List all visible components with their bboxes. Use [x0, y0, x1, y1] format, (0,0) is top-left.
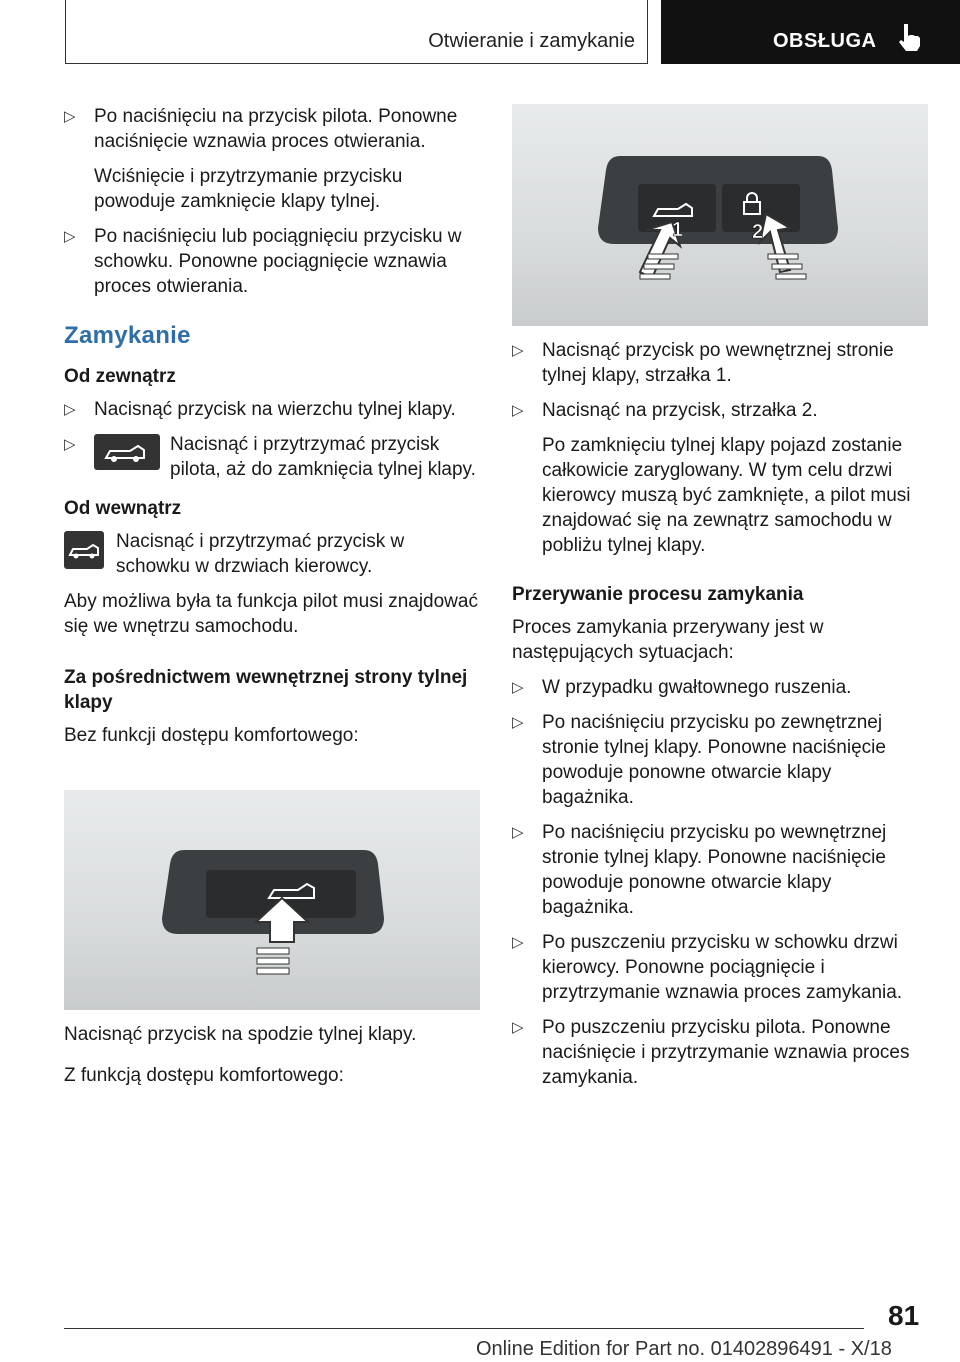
list-item-text: Nacisnąć i przytrzymać przycisk pilota, aż do zamknięcia tylnej klapy. — [170, 434, 476, 480]
edition-note: Online Edition for Part no. 01402896491 - X/18 — [476, 1338, 892, 1360]
subsection-heading: Za pośrednictwem wewnętrznej strony tylnej klapy — [64, 667, 468, 713]
interior-tailgate-button-icon — [64, 531, 104, 569]
list-item: ▷ Nacisnąć na przycisk, strzałka 2. — [512, 398, 928, 423]
section-title: OBSŁUGA — [773, 30, 877, 52]
interior-button-row — [64, 529, 480, 579]
list-item-note: Po zamknięciu tylnej klapy pojazd zostanie całkowicie zaryglowany. W tym celu drzwi kierowcy muszą być zamknięte, a pilot musi znajdować się na zewnątrz samochodu w pobliżu tylnej klapy. — [542, 435, 911, 556]
tailgate-buttons-photo — [512, 104, 928, 326]
list-item: ▷ Po naciśnięciu przycisku po zewnętrznej stronie tylnej klapy. Ponowne naciśnięcie powoduje ponowne otwarcie klapy bagażnika. — [512, 710, 928, 810]
list-item: ▷ Po naciśnięciu na przycisk pilota. Ponowne naciśnięcie wznawia proces otwierania. — [64, 104, 480, 154]
paragraph: Z funkcją dostępu komfortowego: — [64, 1065, 344, 1086]
arrow-label-2: 2 — [752, 221, 764, 243]
list-item — [64, 432, 480, 482]
arrow-label-1: 1 — [672, 219, 684, 241]
section-heading: Zamykanie — [64, 322, 191, 349]
header-chapter-box — [65, 0, 648, 64]
subsection-heading: Przerywanie procesu zamykania — [512, 584, 804, 605]
paragraph: Proces zamykania przerywany jest w następujących sytuacjach: — [512, 617, 824, 663]
chapter-title: Otwieranie i zamykanie — [428, 30, 635, 52]
paragraph: Nacisnąć i przytrzymać przycisk w schowku w drzwiach kierowcy. — [116, 531, 405, 577]
list-item-note: Wciśnięcie i przytrzymanie przycisku powoduje zamknięcie klapy tylnej. — [94, 166, 403, 212]
list-item: ▷ Po naciśnięciu przycisku po wewnętrznej stronie tylnej klapy. Ponowne naciśnięcie powoduje ponowne otwarcie klapy bagażnika. — [512, 820, 928, 920]
right-column — [512, 338, 928, 1100]
list-item: ▷ W przypadku gwałtownego ruszenia. — [512, 675, 928, 700]
list-item: ▷ Nacisnąć przycisk na wierzchu tylnej klapy. — [64, 397, 480, 422]
hand-pointer-icon — [897, 22, 923, 52]
list-item: ▷ Po naciśnięciu lub pociągnięciu przycisku w schowku. Ponowne pociągnięcie wznawia proces otwierania. — [64, 224, 480, 299]
paragraph: Bez funkcji dostępu komfortowego: — [64, 725, 359, 746]
subsection-heading: Od wewnątrz — [64, 498, 182, 519]
paragraph: Nacisnąć przycisk na spodzie tylnej klapy. — [64, 1024, 417, 1045]
list-item: ▷ Po puszczeniu przycisku w schowku drzwi kierowcy. Ponowne pociągnięcie i przytrzymanie wznawia proces zamykania. — [512, 930, 928, 1005]
subsection-heading: Od zewnątrz — [64, 366, 176, 387]
page-number: 81 — [888, 1300, 920, 1331]
paragraph: Aby możliwa była ta funkcja pilot musi znajdować się we wnętrzu samochodu. — [64, 591, 478, 637]
list-item: ▷ Po puszczeniu przycisku pilota. Ponowne naciśnięcie i przytrzymanie wznawia proces zamykania. — [512, 1015, 928, 1090]
left-column-bottom — [64, 1022, 480, 1098]
left-column — [64, 104, 480, 758]
header-section-box — [661, 0, 960, 64]
list-item: ▷ Nacisnąć przycisk po wewnętrznej stronie tylnej klapy, strzałka 1. — [512, 338, 928, 388]
tailgate-button-photo — [64, 790, 480, 1010]
remote-tailgate-button-icon — [94, 434, 160, 470]
footer-divider — [64, 1328, 864, 1329]
